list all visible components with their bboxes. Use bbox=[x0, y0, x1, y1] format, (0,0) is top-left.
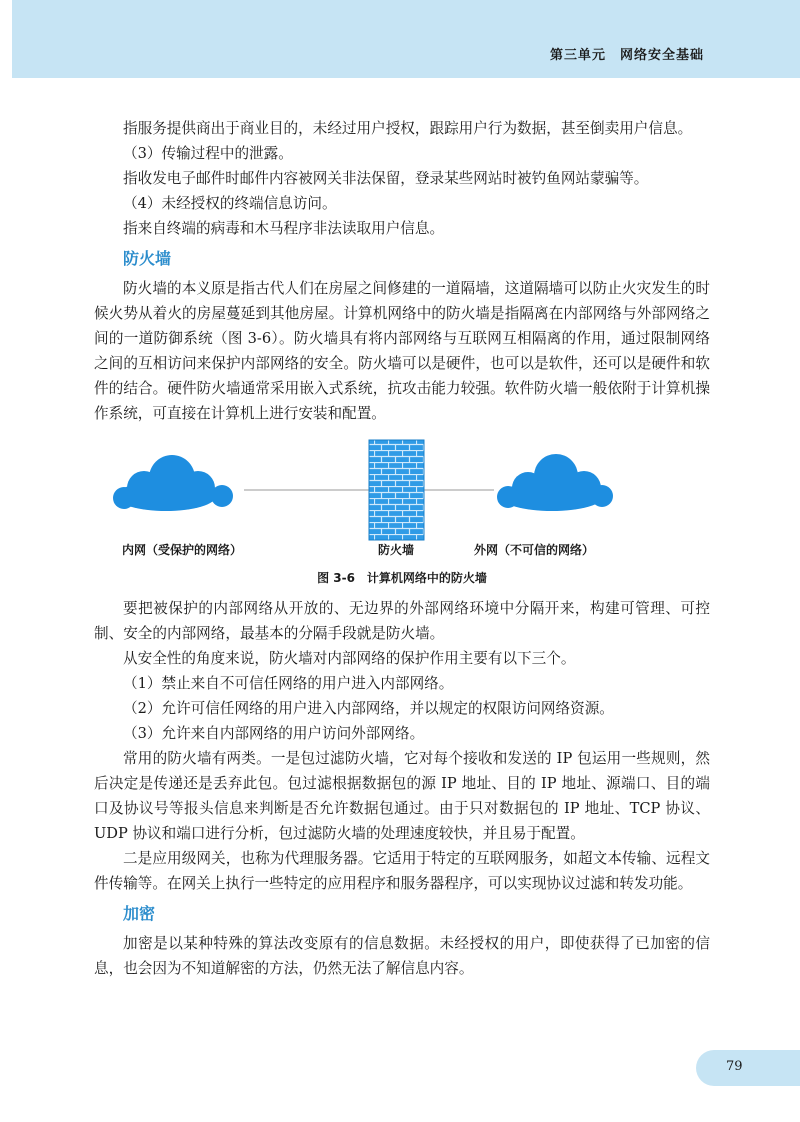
paragraph: 加密是以某种特殊的算法改变原有的信息数据。未经授权的用户，即使获得了已加密的信息，也会因为不知道解密的方法，仍然无法了解信息内容。 bbox=[94, 935, 710, 977]
paragraph: 从安全性的角度来说，防火墙对内部网络的保护作用主要有以下三个。 bbox=[123, 650, 576, 667]
figure-caption bbox=[94, 566, 710, 591]
section-heading-encryption: 加密 bbox=[123, 904, 156, 923]
page-content bbox=[94, 116, 710, 981]
list-item: （1）禁止来自不可信任网络的用户进入内部网络。 bbox=[123, 675, 454, 692]
figure-number: 图 3-6 bbox=[317, 571, 355, 585]
label-inner-network: 内网（受保护的网络） bbox=[121, 543, 243, 557]
label-outer-network: 外网（不可信的网络） bbox=[473, 543, 595, 557]
list-item: （3）传输过程中的泄露。 bbox=[123, 145, 293, 162]
list-item: （2）允许可信任网络的用户进入内部网络，并以规定的权限访问网络资源。 bbox=[123, 700, 614, 717]
header-band bbox=[12, 0, 800, 78]
paragraph: 二是应用级网关，也称为代理服务器。它适用于特定的互联网服务，如超文本传输、远程文件传输等。在网关上执行一些特定的应用程序和服务器程序，可以实现协议过滤和转发功能。 bbox=[94, 850, 710, 892]
list-item: （3）允许来自内部网络的用户访问外部网络。 bbox=[123, 725, 425, 742]
running-header bbox=[550, 44, 704, 63]
paragraph: 常用的防火墙有两类。一是包过滤防火墙，它对每个接收和发送的 IP 包运用一些规则，然后决定是传递还是丢弃此包。包过滤根据数据包的源 IP 地址、目的 IP 地址、源端口、目的端口及协议号等报头信息来判断是否允许数据包通过。由于只对数据包的 IP 地址、TCP 协议、UDP 协议和端口进行分析，包过滤防火墙的处理速度较快，并且易于配置。 bbox=[94, 750, 710, 842]
cloud-icon bbox=[497, 454, 613, 511]
header-chapter-title: 网络安全基础 bbox=[619, 48, 704, 63]
section-heading-firewall: 防火墙 bbox=[123, 249, 172, 268]
label-firewall: 防火墙 bbox=[377, 543, 415, 557]
paragraph: 指来自终端的病毒和木马程序非法读取用户信息。 bbox=[123, 220, 445, 237]
list-item: （4）未经授权的终端信息访问。 bbox=[123, 195, 337, 212]
brick-wall-icon bbox=[369, 440, 424, 540]
paragraph: 防火墙的本义原是指古代人们在房屋之间修建的一道隔墙，这道隔墙可以防止火灾发生的时候火势从着火的房屋蔓延到其他房屋。计算机网络中的防火墙是指隔离在内部网络与外部网络之间的一道防御系统（图 3-6）。防火墙具有将内部网络与互联网互相隔离的作用，通过限制网络之间的互相访问来保护内部网络的安全。防火墙可以是硬件，也可以是软件，还可以是硬件和软件的结合。硬件防火墙通常采用嵌入式系统，抗攻击能力较强。软件防火墙一般依附于计算机操作系统，可直接在计算机上进行安装和配置。 bbox=[94, 280, 710, 422]
page-number: 79 bbox=[726, 1059, 743, 1074]
page-number-tab bbox=[696, 1050, 800, 1086]
paragraph: 要把被保护的内部网络从开放的、无边界的外部网络环境中分隔开来，构建可管理、可控制、安全的内部网络，最基本的分隔手段就是防火墙。 bbox=[94, 600, 710, 642]
cloud-icon bbox=[113, 455, 233, 511]
paragraph: 指收发电子邮件时邮件内容被网关非法保留，登录某些网站时被钓鱼网站蒙骗等。 bbox=[123, 170, 649, 187]
paragraph: 指服务提供商出于商业目的，未经过用户授权，跟踪用户行为数据，甚至倒卖用户信息。 bbox=[123, 120, 693, 137]
header-unit: 第三单元 bbox=[549, 48, 606, 63]
firewall-diagram bbox=[94, 438, 710, 562]
figure-firewall-diagram bbox=[94, 438, 710, 596]
figure-caption-text: 计算机网络中的防火墙 bbox=[366, 571, 487, 585]
